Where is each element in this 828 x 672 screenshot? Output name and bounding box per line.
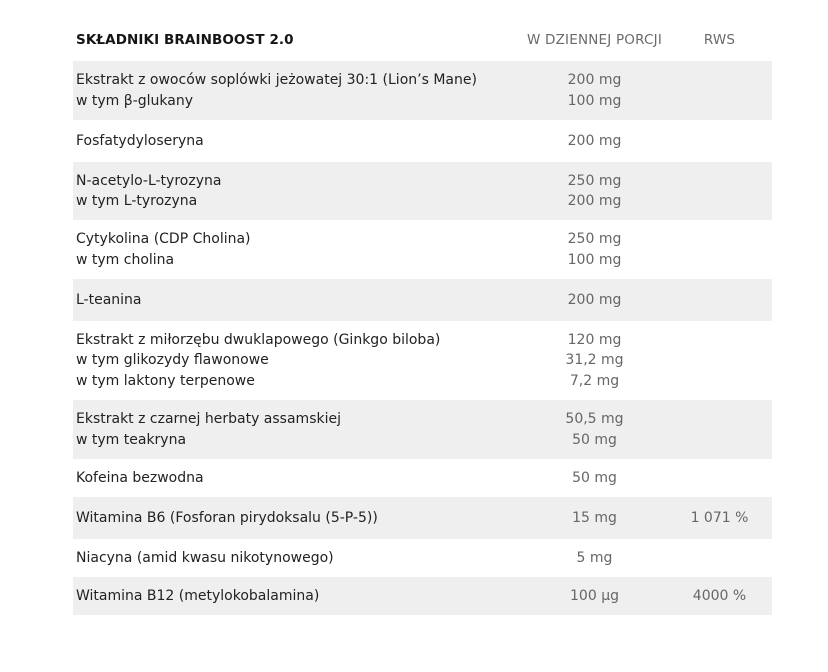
table-row (73, 497, 772, 539)
rws-cell: 1 071 % (690, 509, 749, 526)
daily-amount: 100 µg (570, 587, 619, 604)
table-row (73, 279, 772, 321)
table-row (73, 400, 772, 459)
daily-amount: 15 mg (572, 509, 617, 526)
ingredient-name-cell (73, 229, 508, 270)
table-row (73, 120, 772, 162)
ingredients-table (73, 22, 772, 615)
daily-amount: 250 mg (567, 172, 622, 189)
ingredient-subcomponent: w tym β-glukany (76, 92, 193, 109)
daily-amount: 50 mg (572, 469, 617, 486)
table-row (73, 459, 772, 497)
daily-amount: 50,5 mg (565, 411, 624, 428)
daily-amount-cell (508, 468, 673, 488)
ingredient-name: Cytykolina (CDP Cholina) (76, 231, 251, 248)
ingredient-name: L-teanina (76, 291, 142, 308)
ingredient-name-cell (73, 468, 508, 488)
table-row (73, 321, 772, 400)
daily-amount: 50 mg (572, 431, 617, 448)
ingredient-name: Witamina B12 (metylokobalamina) (76, 587, 320, 604)
ingredient-name-cell (73, 508, 508, 528)
ingredient-name-cell (73, 171, 508, 212)
daily-amount: 200 mg (567, 291, 622, 308)
ingredient-name: N-acetylo-L-tyrozyna (76, 172, 222, 189)
ingredient-subcomponent: w tym glikozydy flawonowe (76, 352, 269, 369)
ingredient-name-cell (73, 70, 508, 111)
table-body (73, 61, 772, 615)
ingredient-name-cell (73, 586, 508, 606)
ingredient-subcomponent: w tym teakryna (76, 431, 187, 448)
rws-cell: 4000 % (692, 587, 747, 604)
ingredient-name-cell (73, 290, 508, 310)
ingredient-subcomponent: w tym L-tyrozyna (76, 193, 198, 209)
table-row (73, 220, 772, 279)
ingredient-subcomponent: w tym laktony terpenowe (76, 372, 255, 389)
daily-amount: 5 mg (576, 549, 613, 566)
daily-amount-cell (508, 70, 673, 111)
daily-amount-cell (508, 586, 673, 606)
ingredient-name: Ekstrakt z owoców soplówki jeżowatej 30:1 (Lion’s Mane) (76, 72, 477, 89)
column-header-daily-portion: W DZIENNEJ PORCJI (526, 32, 663, 48)
ingredient-name-cell (73, 131, 508, 151)
daily-amount-cell (508, 171, 673, 212)
ingredient-name-cell (73, 548, 508, 568)
daily-amount: 120 mg (567, 332, 622, 349)
table-row (73, 539, 772, 577)
daily-amount: 100 mg (567, 92, 622, 109)
daily-amount-cell (508, 229, 673, 270)
daily-amount-cell (508, 330, 673, 391)
ingredient-name: Niacyna (amid kwasu nikotynowego) (76, 549, 334, 566)
table-title: SKŁADNIKI BRAINBOOST 2.0 (76, 32, 294, 48)
daily-amount: 200 mg (567, 132, 622, 149)
ingredient-name-cell (73, 330, 508, 391)
ingredient-name: Fosfatydyloseryna (76, 132, 204, 149)
daily-amount: 7,2 mg (569, 372, 620, 389)
ingredient-name: Kofeina bezwodna (76, 469, 204, 486)
daily-amount-cell (508, 548, 673, 568)
daily-amount: 200 mg (567, 193, 622, 209)
table-row (73, 61, 772, 120)
daily-amount-cell (508, 409, 673, 450)
ingredient-name: Ekstrakt z czarnej herbaty assamskiej (76, 411, 341, 428)
daily-amount: 200 mg (567, 72, 622, 89)
daily-amount: 100 mg (567, 251, 622, 268)
column-header-rws: RWS (703, 32, 736, 48)
daily-amount-cell (508, 131, 673, 151)
ingredient-name-cell (73, 409, 508, 450)
daily-amount: 250 mg (567, 231, 622, 248)
table-row (73, 577, 772, 615)
ingredient-subcomponent: w tym cholina (76, 251, 175, 268)
daily-amount: 31,2 mg (565, 352, 624, 369)
daily-amount-cell (508, 290, 673, 310)
ingredient-name: Ekstrakt z miłorzębu dwuklapowego (Ginkgo biloba) (76, 332, 441, 349)
daily-amount-cell (508, 508, 673, 528)
table-header (73, 22, 772, 58)
table-row (73, 162, 772, 220)
ingredient-name: Witamina B6 (Fosforan pirydoksalu (5-P-5)) (76, 509, 378, 526)
